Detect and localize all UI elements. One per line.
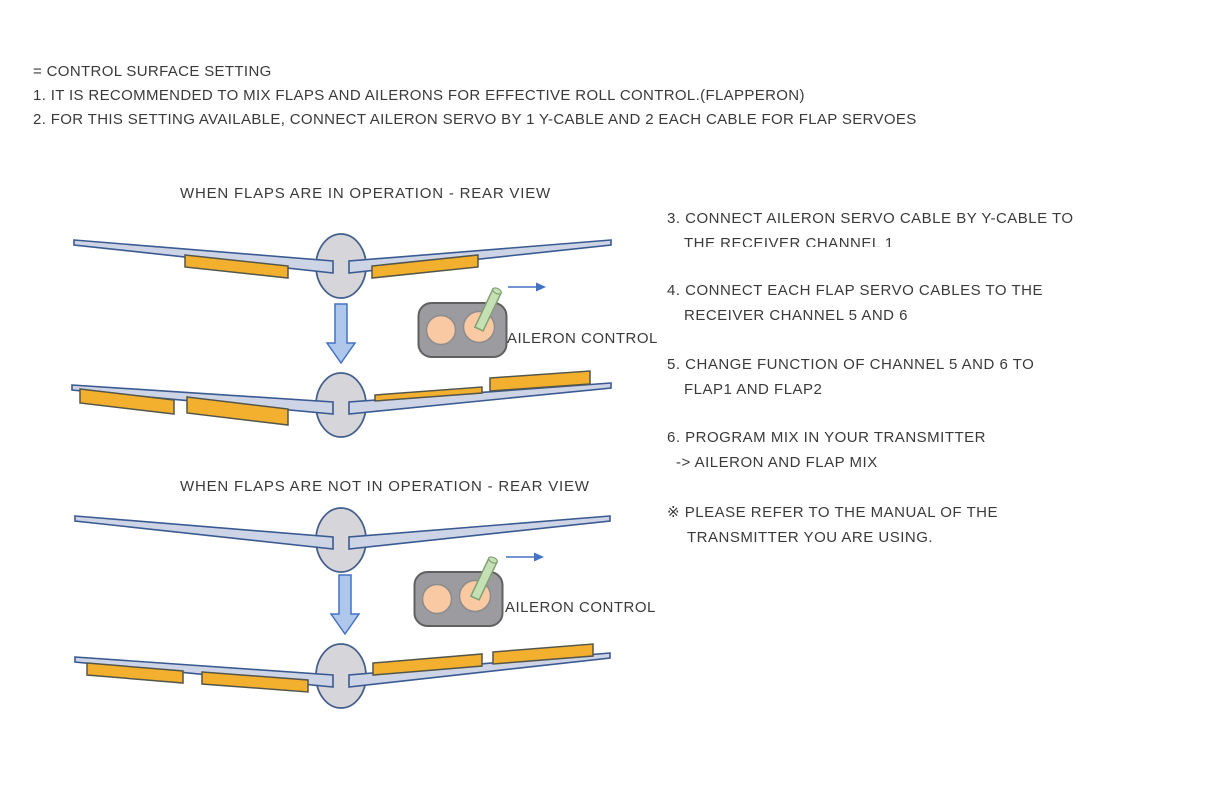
instruction-item-6	[667, 425, 986, 475]
down-arrow-icon	[330, 574, 360, 636]
instruction-item-4	[667, 278, 1043, 328]
header-line-2: 2. FOR THIS SETTING AVAILABLE, CONNECT AILERON SERVO BY 1 Y-CABLE AND 2 EACH CABLE FOR FLAP SERVOES	[33, 111, 917, 128]
section-heading-flaps-not-in-operation: WHEN FLAPS ARE NOT IN OPERATION - REAR VIEW	[180, 478, 590, 495]
instruction-item-3	[667, 206, 1074, 247]
down-arrow-shape	[327, 304, 355, 363]
page-title: = CONTROL SURFACE SETTING	[33, 63, 272, 80]
left-wing	[75, 516, 333, 549]
header-line-1: 1. IT IS RECOMMENDED TO MIX FLAPS AND AILERONS FOR EFFECTIVE ROLL CONTROL.(FLAPPERON)	[33, 87, 805, 104]
instruction-line: 4. CONNECT EACH FLAP SERVO CABLES TO THE	[667, 282, 1043, 299]
header-text-block	[33, 60, 917, 132]
instruction-line-clipped: THE RECEIVER CHANNEL 1	[684, 235, 894, 247]
transmitter-stick-icon	[417, 281, 517, 359]
instruction-line: 6. PROGRAM MIX IN YOUR TRANSMITTER	[667, 429, 986, 446]
instruction-line: ※ PLEASE REFER TO THE MANUAL OF THE	[667, 504, 998, 521]
left-stick-base	[423, 585, 452, 614]
aileron-control-label: AILERON CONTROL	[507, 330, 658, 347]
instruction-line: RECEIVER CHANNEL 5 AND 6	[684, 307, 909, 324]
aileron-control-label: AILERON CONTROL	[505, 599, 656, 616]
instruction-line: 5. CHANGE FUNCTION OF CHANNEL 5 AND 6 TO	[667, 356, 1035, 373]
instruction-line: TRANSMITTER YOU ARE USING.	[687, 529, 934, 546]
wing-rear-view-aileron-deflected-icon	[70, 640, 615, 715]
left-stick-base	[427, 316, 456, 345]
stick-direction-arrow-icon	[506, 551, 544, 563]
transmitter-stick-icon	[413, 550, 513, 628]
section-heading-flaps-in-operation: WHEN FLAPS ARE IN OPERATION - REAR VIEW	[180, 185, 551, 202]
instruction-line: FLAP1 AND FLAP2	[684, 381, 823, 398]
stick-direction-arrow-icon	[508, 281, 546, 293]
instruction-item-5	[667, 352, 1034, 402]
down-arrow-icon	[326, 303, 356, 365]
wing-rear-view-flaperon-deflected-icon	[70, 368, 615, 440]
instruction-line: 3. CONNECT AILERON SERVO CABLE BY Y-CABLE TO	[667, 210, 1074, 227]
arrow-head	[534, 553, 544, 562]
instruction-note	[667, 500, 998, 550]
instruction-line: -> AILERON AND FLAP MIX	[676, 454, 878, 471]
arrow-head	[536, 283, 546, 292]
down-arrow-shape	[331, 575, 359, 634]
right-wing	[349, 516, 610, 549]
wing-rear-view-flaps-neutral-icon	[70, 228, 615, 308]
